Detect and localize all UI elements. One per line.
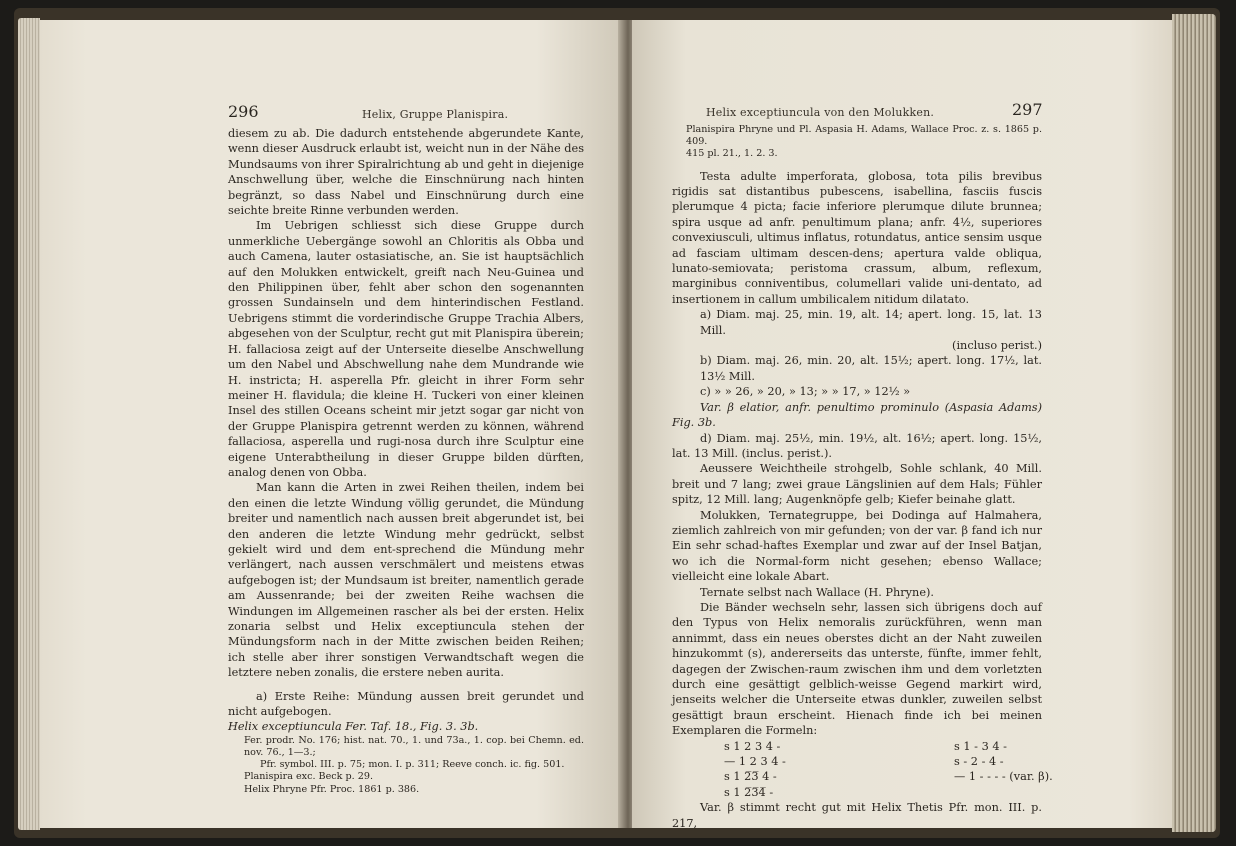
page-edges-left — [18, 18, 40, 830]
paragraph-last-line: Var. β stimmt recht gut mit Helix Thetis Pfr. mon. III. p. 217, — [672, 801, 1042, 830]
measurement-line: b) Diam. maj. 26, min. 20, alt. 15½; apert. long. 17½, lat. 13½ Mill. — [700, 354, 1042, 383]
formula: — 1 - - - - (var. β). — [954, 770, 1053, 784]
measurement-line: (incluso perist.) — [952, 339, 1042, 353]
reference-line: Planispira exc. Beck p. 29. — [244, 771, 374, 783]
reference-line: Planispira Phryne und Pl. Aspasia H. Adams, Wallace Proc. z. s. 1865 p. 409. — [686, 124, 1042, 148]
references-left — [228, 735, 584, 796]
left-text-block — [228, 126, 584, 796]
measurement-line: a) Diam. maj. 25, min. 19, alt. 14; apert. long. 15, lat. 13 Mill. — [700, 308, 1042, 337]
references-right — [672, 124, 1042, 161]
measurement-d: d) Diam. maj. 25½, min. 19½, alt. 16½; apert. long. 15½, lat. 13 Mill. (inclus. perist.). — [672, 431, 1042, 460]
right-page — [632, 20, 1172, 828]
page-number-right: 297 — [1012, 100, 1043, 119]
formula: s 1 2̅3̅ 4 - — [724, 770, 777, 784]
left-page — [40, 20, 624, 828]
reference-line: Helix Phryne Pfr. Proc. 1861 p. 386. — [244, 783, 420, 795]
formula: — 1 2 3 4 - — [724, 755, 786, 769]
formula: s 1 - 3 4 - — [954, 739, 1007, 753]
paragraph: Aeussere Weichtheile strohgelb, Sohle schlank, 40 Mill. breit und 7 lang; zwei graue Längslinien auf dem Hals; Fühler spitz, 12 Mill. lang; Augenknöpfe gelb; Kiefer beinahe glatt. — [672, 462, 1042, 507]
paragraph: diesem zu ab. Die dadurch entstehende abgerundete Kante, wenn dieser Ausdruck erlaubt ist, weicht nun in der Nähe des Mundsaums von ihrer Spiralrichtung ab und geht in diejenige Anschwellung über, welche die Einschnürung nach hinten begränzt, so dass Nabel und Einschnürung durch eine seichte breite Rinne verbunden werden. — [228, 127, 585, 218]
reference-line: Fer. prodr. No. 176; hist. nat. 70., 1. und 73a., 1. cop. bei Chemn. ed. nov. 76., 1—3.; — [244, 734, 584, 759]
page-edges-right — [1172, 14, 1216, 832]
paragraph: Ternate selbst nach Wallace (H. Phryne). — [700, 585, 935, 599]
running-head-left: Helix, Gruppe Planispira. — [362, 108, 509, 121]
species-heading: Helix exceptiuncula Fer. Taf. 18., Fig. 3. 3b. — [228, 720, 479, 734]
paragraph: Man kann die Arten in zwei Reihen theilen, indem bei den einen die letzte Windung völlig gerundet, die Mündung breiter und namentlich nach aussen breit abgerundet ist, bei den anderen die letzte Windung mehr gedrückt, selbst gekielt wird und dem ent-sprechend die Mündung mehr verlängert, nach aussen verschmälert und meistens etwas aufgebogen ist; der Mundsaum ist breiter, namentlich gerade am Aussenrande; bei der zweiten Reihe wachsen die Windungen im Allgemeinen rascher als bei der ersten. Helix zonaria selbst und Helix exceptiuncula stehen der Mündungsform nach in der Mitte zwischen beiden Reihen; ich stelle aber ihrer sonstigen Verwandtschaft wegen die letztere neben zonalis, die erstere neben aurita. — [228, 481, 584, 680]
band-formulas — [672, 739, 1053, 801]
paragraph: Molukken, Ternategruppe, bei Dodinga auf Halmahera, ziemlich zahlreich von mir gefunden; von der var. β fand ich nur Ein sehr schad-haftes Exemplar und zwar auf der Insel Batjan, wo ich die Normal-form nicht gesehen; ebenso Wallace; vielleicht eine lokale Abart. — [672, 508, 1042, 584]
reference-line: Pfr. symbol. III. p. 75; mon. I. p. 311; Reeve conch. ic. fig. 501. — [260, 759, 565, 771]
right-text-block — [672, 124, 1053, 831]
section-heading: a) Erste Reihe: Mündung aussen breit gerundet und nicht aufgebogen. — [228, 689, 584, 719]
formula: s 1 2̅3̅4̅ - — [724, 785, 774, 799]
variety-line: Var. β elatior, anfr. penultimo prominulo (Aspasia Adams) Fig. 3b. — [672, 400, 1042, 430]
running-head-right: Helix exceptiuncula von den Molukken. — [706, 106, 935, 119]
measurements — [672, 307, 1042, 399]
paragraph: Im Uebrigen schliesst sich diese Gruppe durch unmerkliche Uebergänge sowohl an Chloritis als Obba und auch Camena, lauter ostasiatische, an. Sie ist hauptsächlich auf den Molukken entwickelt, greift nach Neu-Guinea und den Philippinen über, fehlt aber schon den sogenannten grossen Sundainseln und dem hinterindischen Festland. Uebrigens stimmt die vorderindische Gruppe Trachia Albers, abgesehen von der Sculptur, recht gut mit Planispira überein; H. fallaciosa zeigt auf der Unterseite dieselbe Anschwellung um den Nabel und Abschwellung nahe dem Mundrande wie H. instricta; H. asperella Pfr. gleicht in ihrer Form sehr meiner H. flavidula; die kleine H. Tuckeri von einer kleinen Insel des stillen Oceans scheint mir jetzt sogar gar nicht von der Gruppe Planispira getrennt werden zu können, während fallaciosa, asperella und rugi-nosa durch ihre Sculptur eine eigene Unterabtheilung in dieser Gruppe bilden dürften, analog denen von Obba. — [228, 219, 584, 479]
paragraph: Die Bänder wechseln sehr, lassen sich übrigens doch auf den Typus von Helix nemoralis zurückführen, wenn man annimmt, dass ein neues oberstes dicht an der Naht zuweilen hinzukommt (s), andererseits das unterste, fünfte, immer fehlt, dagegen der Zwischen-raum zwischen ihm und dem vorletzten durch eine gesättigt gelblich-weisse Gegend markirt wird, jenseits welcher die Unterseite etwas dunkler, zuweilen selbst gesättigt braun erscheint. Hienach finde ich bei meinen Exemplaren die Formeln: — [672, 600, 1042, 738]
reference-line: 415 pl. 21., 1. 2. 3. — [686, 148, 778, 160]
measurement-line: c) » » 26, » 20, » 13; » » 17, » 12½ » — [700, 385, 911, 399]
formula: s - 2 - 4 - — [954, 755, 1004, 769]
page-number-left: 296 — [228, 102, 259, 121]
formula: s 1 2 3 4 - — [724, 739, 781, 753]
latin-description: Testa adulte imperforata, globosa, tota pilis brevibus rigidis sat distantibus pubescens, isabellina, fasciis fuscis plerumque 4 picta; facie inferiore plerumque dilute brunnea; spira usque ad anfr. penultimum plana; anfr. 4½, superiores convexiusculi, ultimus inflatus, rotundatus, antice sensim usque ad fasciam ultimam descen-dens; apertura valde obliqua, lunato-semiovata; peristoma crassum, album, reflexum, marginibus conniventibus, columellari valide uni-dentato, ad insertionem in callum umbilicalem nitidum dilatato. — [672, 169, 1042, 306]
